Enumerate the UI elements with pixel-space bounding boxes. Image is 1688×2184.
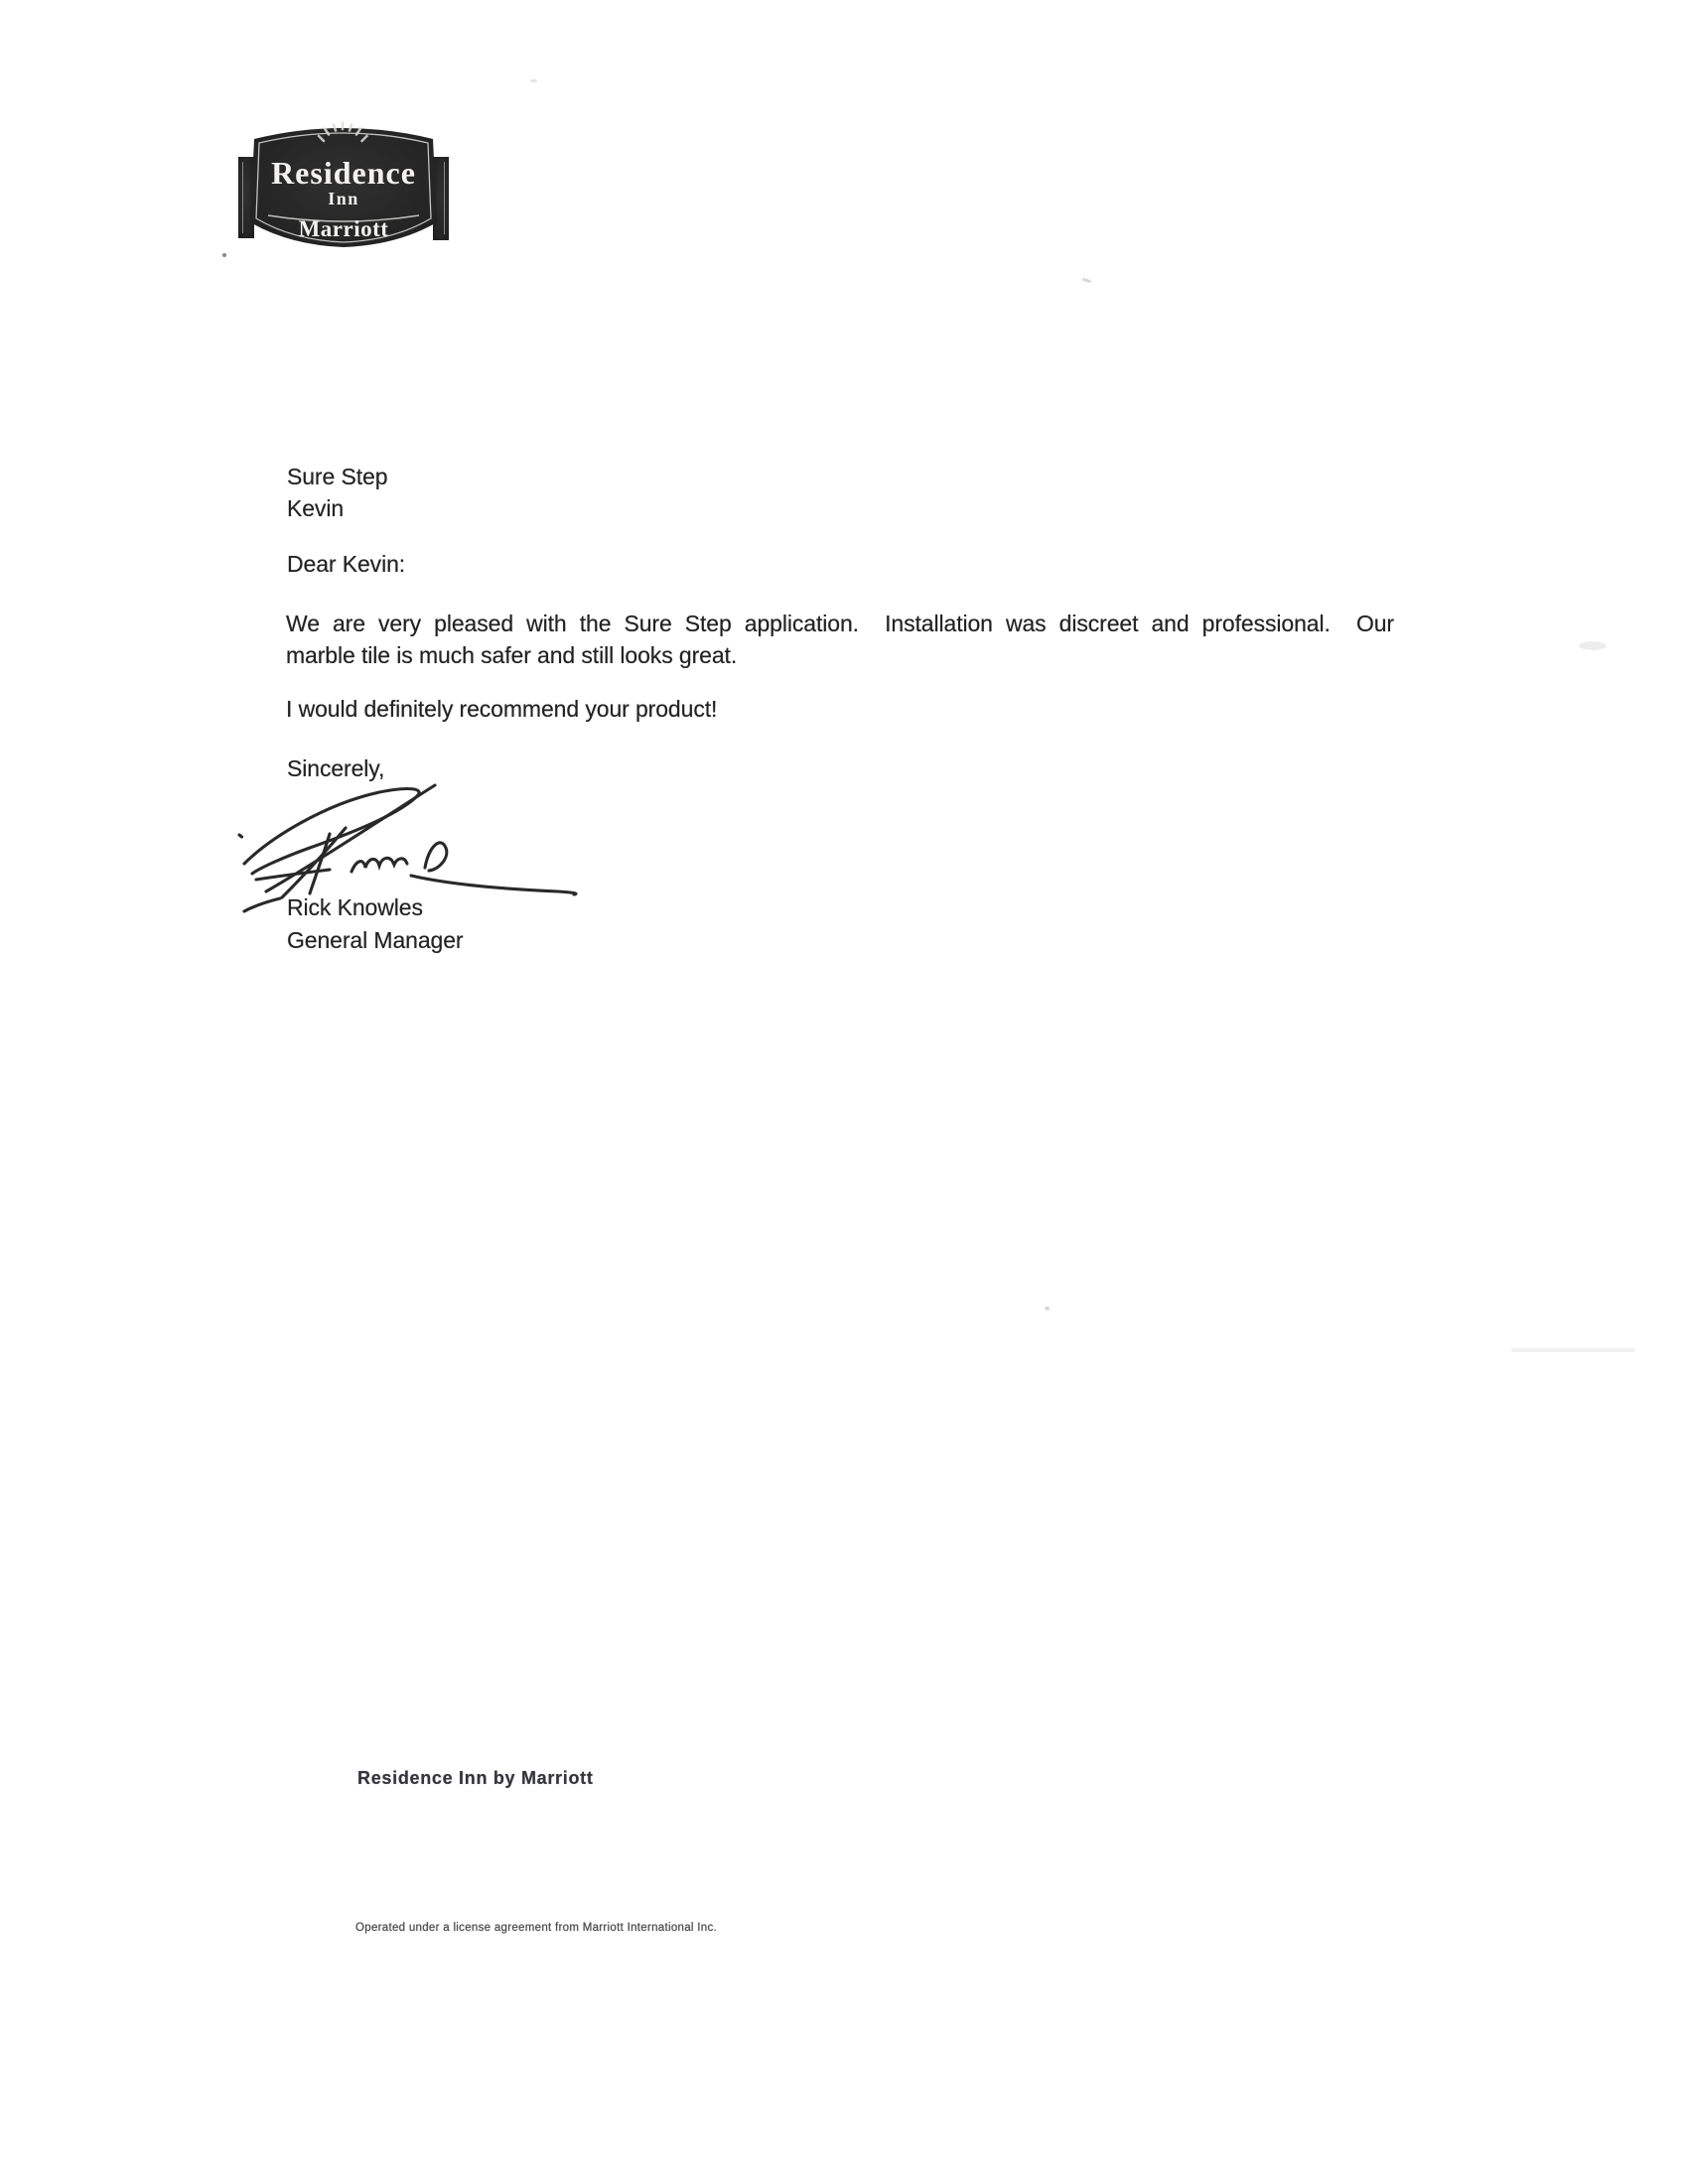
scan-artifact — [1045, 1306, 1050, 1310]
closing: Sincerely, — [287, 755, 385, 781]
footer-brand: Residence Inn by Marriott — [357, 1768, 594, 1788]
recipient-name: Kevin — [287, 495, 345, 521]
body-paragraph-2: I would definitely recommend your product! — [286, 696, 718, 722]
signer-title: General Manager — [287, 927, 464, 953]
scan-artifact — [1579, 641, 1607, 650]
recipient-block — [287, 461, 387, 524]
logo-residence-text: Residence — [271, 155, 416, 191]
signer-block — [287, 891, 464, 957]
recipient-company: Sure Step — [287, 464, 388, 489]
scan-artifact — [1511, 1348, 1635, 1352]
signer-name: Rick Knowles — [287, 894, 423, 920]
residence-inn-logo — [238, 115, 449, 253]
footer-legal: Operated under a license agreement from Marriott International Inc. — [355, 1922, 717, 1934]
salutation: Dear Kevin: — [287, 551, 406, 577]
logo-inn-text: Inn — [328, 189, 359, 208]
scan-artifact — [530, 79, 537, 82]
body-paragraph-1 — [286, 608, 1394, 671]
scan-artifact — [1082, 278, 1091, 284]
logo-marriott-text: Marriott — [298, 216, 389, 241]
body-paragraph-1-line-1: We are very pleased with the Sure Step application. Installation was discreet and professional. Our — [286, 611, 1394, 636]
residence-inn-badge — [238, 115, 449, 253]
scan-artifact — [222, 253, 226, 257]
body-paragraph-1-line-2: marble tile is much safer and still looks great. — [286, 642, 738, 668]
